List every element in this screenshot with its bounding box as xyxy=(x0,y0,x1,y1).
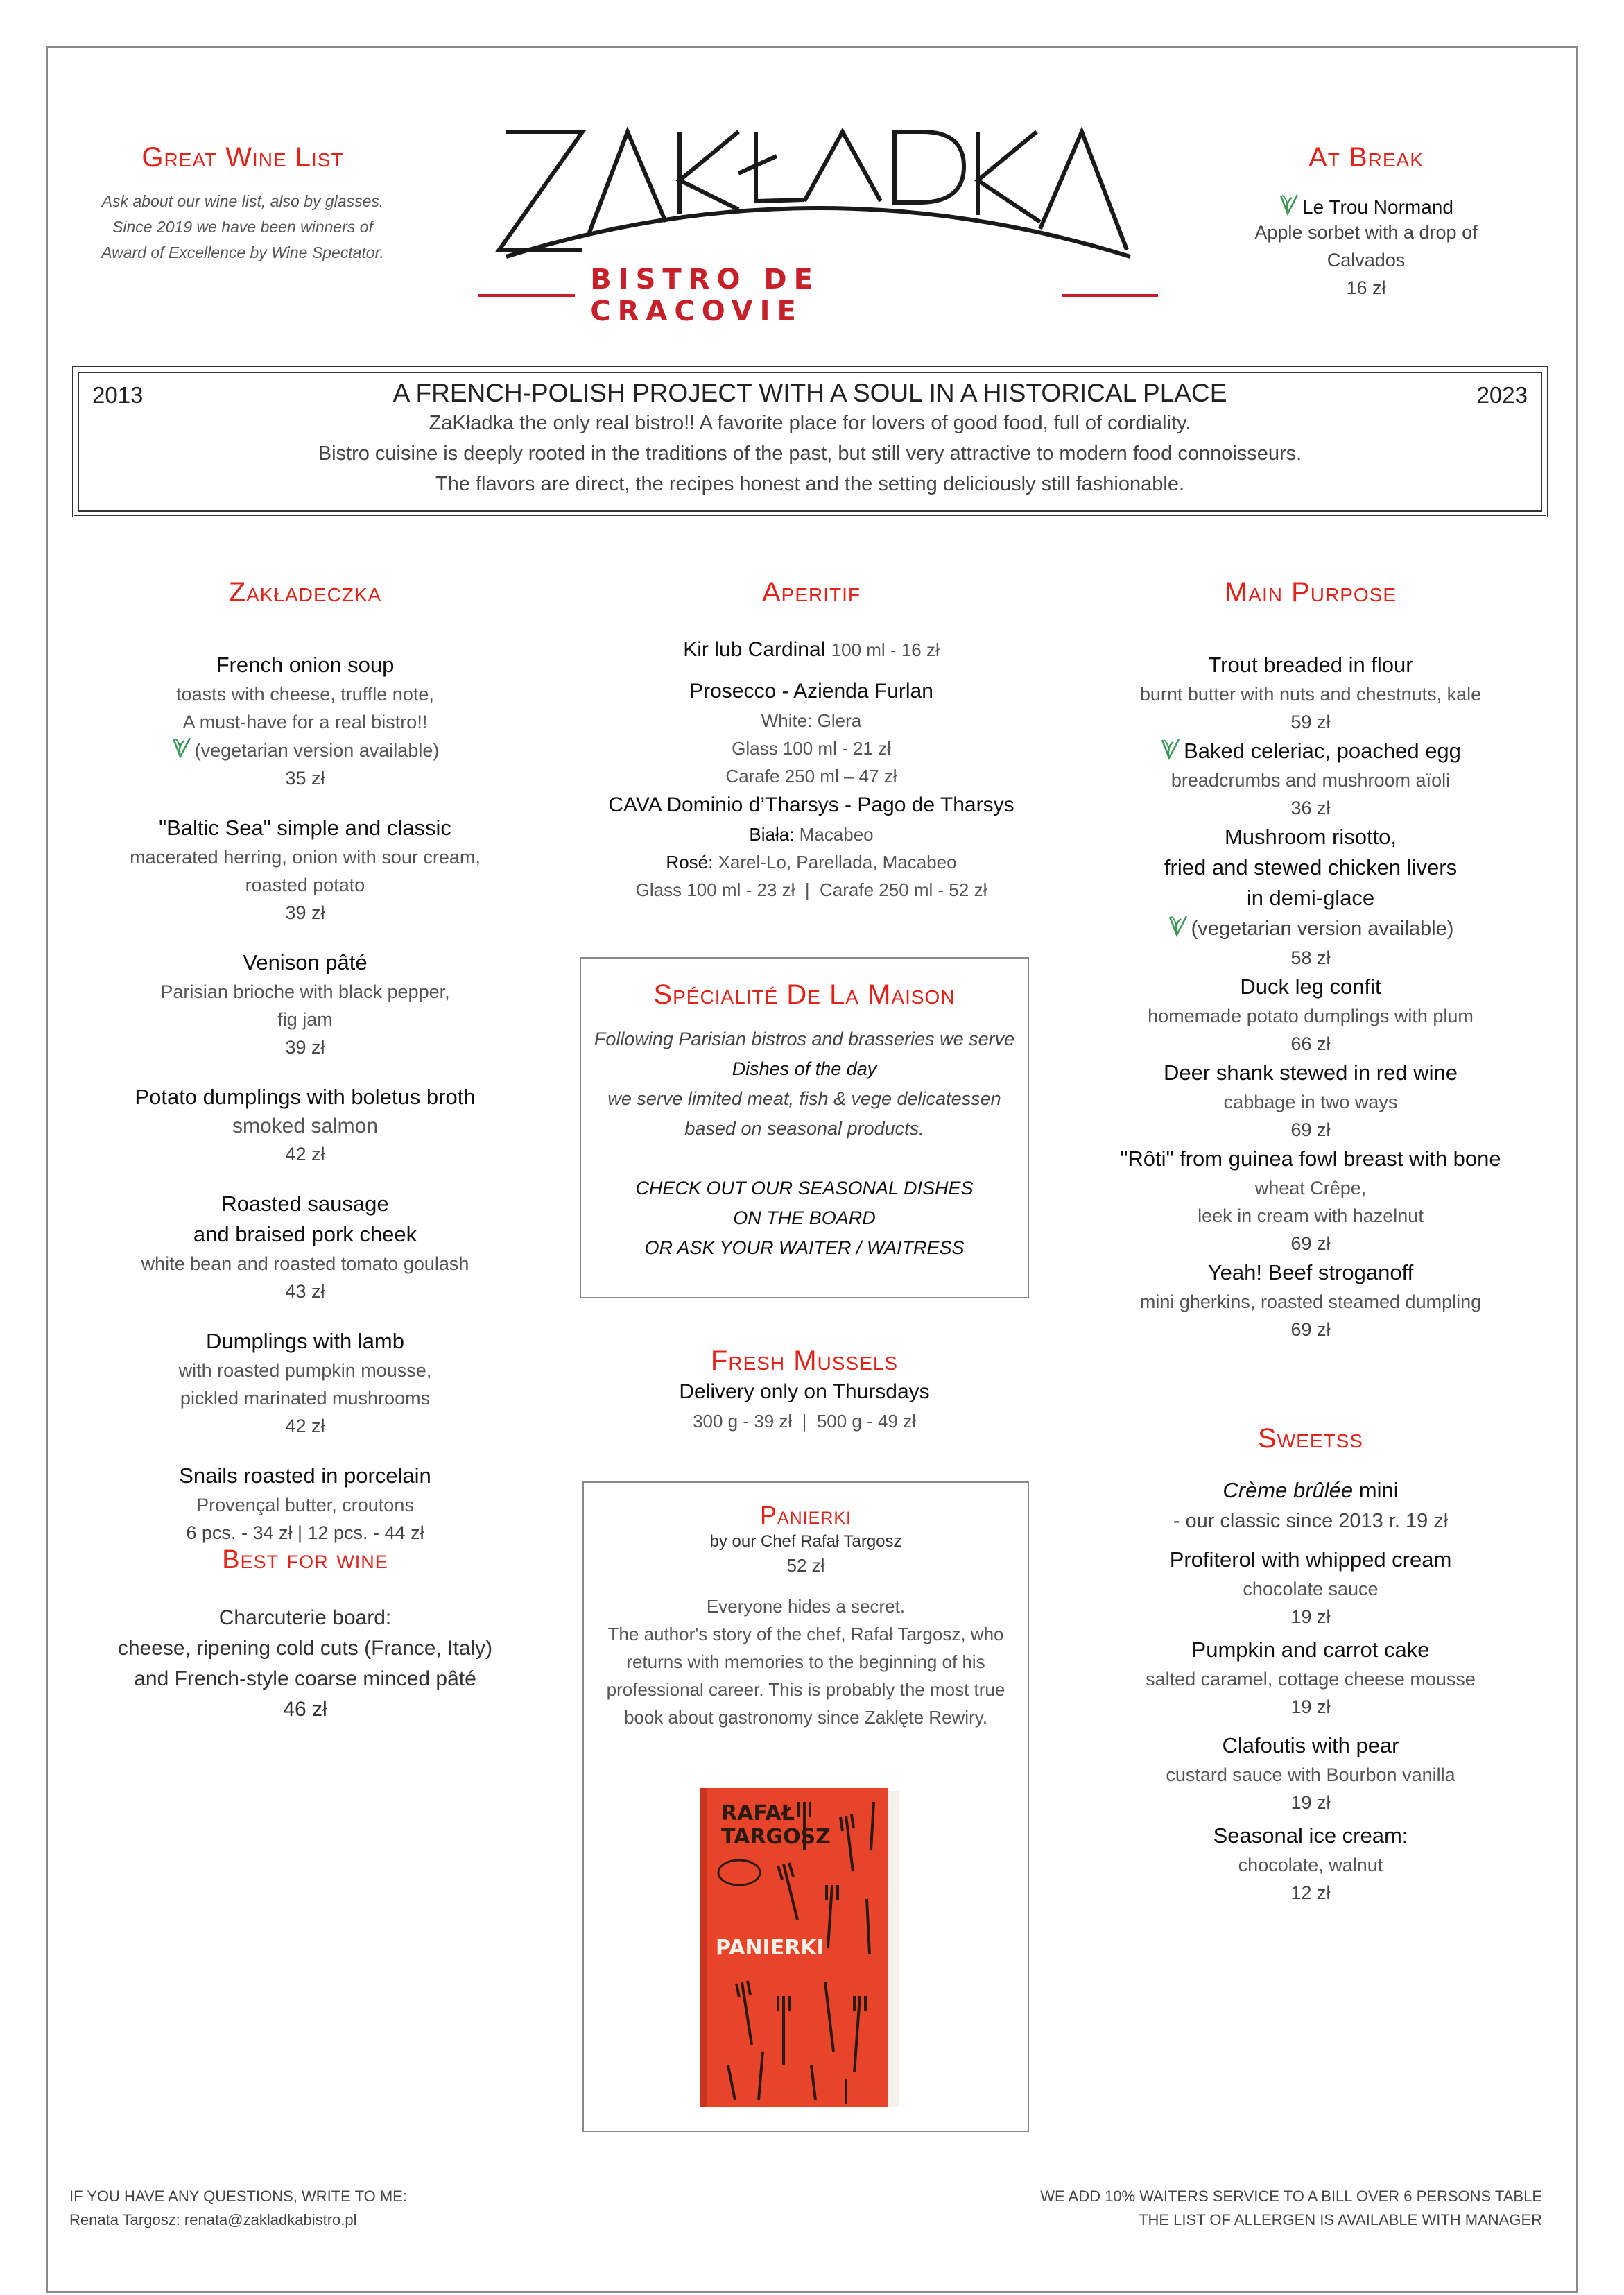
item-price: 36 zł xyxy=(1290,798,1331,818)
panierki-line: professional career. This is probably the most true xyxy=(606,1679,1005,1700)
special-cta: ON THE BOARD xyxy=(733,1207,876,1228)
special-line: we serve limited meat, fish & vege delicatessen xyxy=(607,1088,1001,1109)
item-price: 39 zł xyxy=(285,902,325,923)
item-desc: chocolate, walnut xyxy=(1238,1855,1383,1875)
item-desc: roasted potato xyxy=(245,875,365,895)
book-author-line: TARGOSZ xyxy=(721,1825,831,1849)
menu-item xyxy=(1096,650,1526,736)
item-desc: white bean and roasted tomato goulash xyxy=(141,1253,469,1274)
mussels-delivery: Delivery only on Thursdays xyxy=(679,1380,930,1403)
item-desc: chocolate sauce xyxy=(1243,1579,1379,1599)
special-line: Following Parisian bistros and brasseries we serve xyxy=(594,1029,1015,1049)
year-end: 2023 xyxy=(1476,382,1528,408)
menu-item xyxy=(1096,736,1526,822)
item-veg-note xyxy=(111,736,499,764)
item-name: and braised pork cheek xyxy=(193,1222,417,1246)
project-line: Bistro cuisine is deeply rooted in the traditions of the past, but still very attractive to modern food connoisseurs. xyxy=(318,442,1302,465)
aperitif-kir xyxy=(569,635,1054,665)
item-name: Potato dumplings with boletus broth xyxy=(135,1085,476,1109)
item-price: 69 zł xyxy=(1290,1119,1331,1140)
item-name: Baked celeriac, poached egg xyxy=(1184,739,1461,763)
item-name: "Rôti" from guinea fowl breast with bone xyxy=(1120,1146,1501,1171)
cava-name: CAVA Dominio d’Tharsys - Pago de Tharsys xyxy=(608,793,1014,816)
item-desc: burnt butter with nuts and chestnuts, kale xyxy=(1139,684,1482,705)
best-for-wine-section xyxy=(111,1545,499,1725)
item-price: 19 zł xyxy=(1290,1606,1331,1627)
menu-item xyxy=(111,813,499,927)
menu-item xyxy=(1096,1545,1526,1631)
cava-rose-grapes: Xarel-Lo, Parellada, Macabeo xyxy=(718,852,957,873)
special-cta: OR ASK YOUR WAITER / WAITRESS xyxy=(644,1237,965,1258)
at-break-price: 16 zł xyxy=(1346,277,1386,298)
menu-item xyxy=(111,1326,499,1440)
vegetarian-icon xyxy=(1160,737,1181,761)
best-line: and French-style coarse minced pâté xyxy=(134,1667,476,1690)
kir-detail: 100 ml - 16 zł xyxy=(831,639,940,660)
footer-line: THE LIST OF ALLERGEN IS AVAILABLE WITH MANAGER xyxy=(1139,2211,1542,2228)
item-desc: breadcrumbs and mushroom aïoli xyxy=(1171,770,1451,791)
prosecco-line: White: Glera xyxy=(761,710,862,731)
menu-item xyxy=(1096,1635,1526,1721)
item-name xyxy=(1096,1475,1526,1506)
item-name: Seasonal ice cream: xyxy=(1213,1823,1408,1848)
menu-item xyxy=(1096,972,1526,1058)
wine-line: Since 2019 we have been winners of xyxy=(112,218,373,236)
item-name: Trout breaded in flour xyxy=(1208,653,1413,677)
main-purpose-title: Main Purpose xyxy=(1224,577,1397,608)
panierki-line: book about gastronomy since Zaklęte Rewiry. xyxy=(623,1707,988,1728)
item-name: Dumplings with lamb xyxy=(206,1329,404,1353)
sweets-title: Sweetss xyxy=(1258,1423,1363,1454)
cava-prices: Glass 100 ml - 23 zł | Carafe 250 ml - 52 zł xyxy=(635,879,987,900)
item-desc: macerated herring, onion with sour cream, xyxy=(130,847,481,868)
book-title: PANIERKI xyxy=(716,1936,824,1960)
item-desc: fig jam xyxy=(277,1009,333,1030)
special-cta: CHECK OUT OUR SEASONAL DISHES xyxy=(635,1178,974,1198)
menu-item xyxy=(1096,1730,1526,1816)
vegetarian-icon xyxy=(1168,914,1189,938)
kir-name: Kir lub Cardinal xyxy=(683,638,826,661)
item-price: 19 zł xyxy=(1290,1696,1331,1717)
item-price: 58 zł xyxy=(1290,947,1331,968)
item-desc: smoked salmon xyxy=(232,1115,379,1137)
item-name: "Baltic Sea" simple and classic xyxy=(159,816,451,840)
panierki-line: returns with memories to the beginning of his xyxy=(626,1651,985,1672)
panierki-title: Panierki xyxy=(759,1501,852,1529)
menu-item xyxy=(1096,1144,1526,1257)
item-price: 69 zł xyxy=(1290,1319,1331,1340)
cava-white-label: Biała: xyxy=(749,824,795,845)
best-line: Charcuterie board: xyxy=(218,1606,392,1629)
at-break-desc: Apple sorbet with a drop of Calvados xyxy=(1254,222,1478,270)
menu-item xyxy=(1096,1058,1526,1144)
vegetarian-icon xyxy=(1279,193,1299,216)
item-name: Clafoutis with pear xyxy=(1222,1733,1399,1757)
item-price: 12 zł xyxy=(1290,1882,1331,1903)
prosecco-line: Carafe 250 ml – 47 zł xyxy=(725,766,897,787)
best-price: 46 zł xyxy=(283,1698,327,1721)
main-purpose-section xyxy=(1096,577,1526,1343)
item-name: Pumpkin and carrot cake xyxy=(1191,1638,1430,1662)
project-line: The flavors are direct, the recipes honest and the setting deliciously still fashionable. xyxy=(435,473,1185,495)
prosecco-line: Glass 100 ml - 21 zł xyxy=(732,738,891,759)
panierki-line: The author's story of the chef, Rafał Targosz, who xyxy=(607,1624,1004,1644)
panierki-author: by our Chef Rafał Targosz xyxy=(709,1532,902,1551)
tagline-rule-right xyxy=(1062,294,1158,297)
cava-rose-label: Rosé: xyxy=(666,852,714,873)
panierki-price: 52 zł xyxy=(786,1555,825,1576)
item-name: Mushroom risotto, xyxy=(1224,825,1397,849)
item-name-rest: mini xyxy=(1353,1478,1399,1502)
item-desc: wheat Crêpe, xyxy=(1254,1178,1367,1198)
menu-item xyxy=(111,1189,499,1305)
menu-item xyxy=(1096,1821,1526,1907)
wine-list-text xyxy=(90,189,395,266)
wine-list-title: Great Wine List xyxy=(141,142,344,173)
item-desc: - our classic since 2013 r. 19 zł xyxy=(1173,1510,1449,1532)
item-desc: with roasted pumpkin mousse, xyxy=(178,1360,432,1381)
item-price: 59 zł xyxy=(1290,712,1331,732)
item-name: Deer shank stewed in red wine xyxy=(1164,1060,1458,1085)
footer-line: WE ADD 10% WAITERS SERVICE TO A BILL OVER 6 PERSONS TABLE xyxy=(1040,2187,1542,2205)
cava-white-grapes: Macabeo xyxy=(799,824,874,845)
menu-item xyxy=(111,947,499,1061)
menu-item xyxy=(1096,1257,1526,1343)
item-desc: mini gherkins, roasted steamed dumpling xyxy=(1139,1291,1482,1312)
item-price: 42 zł xyxy=(285,1144,325,1164)
veg-note-text: (vegetarian version available) xyxy=(1191,918,1454,940)
item-desc: pickled marinated mushrooms xyxy=(180,1388,431,1409)
item-price: 42 zł xyxy=(285,1416,325,1436)
dishes-of-the-day: Dishes of the day xyxy=(732,1058,877,1079)
at-break-block xyxy=(1213,142,1519,302)
item-name: Roasted sausage xyxy=(221,1192,389,1216)
best-line: cheese, ripening cold cuts (France, Italy) xyxy=(117,1637,493,1660)
panierki-text xyxy=(584,1592,1028,1731)
item-price: 35 zł xyxy=(285,768,325,789)
wine-line: Award of Excellence by Wine Spectator. xyxy=(101,243,384,261)
at-break-title: At Break xyxy=(1308,142,1424,173)
item-desc: leek in cream with hazelnut xyxy=(1198,1205,1424,1226)
fresh-mussels-title: Fresh Mussels xyxy=(710,1346,899,1376)
footer-contact xyxy=(69,2185,407,2232)
item-name: fried and stewed chicken livers xyxy=(1164,855,1458,879)
project-title: A FRENCH-POLISH PROJECT WITH A SOUL IN A HISTORICAL PLACE xyxy=(392,379,1227,407)
item-desc: A must-have for a real bistro!! xyxy=(182,712,428,732)
footer-line: IF YOU HAVE ANY QUESTIONS, WRITE TO ME: xyxy=(69,2187,407,2205)
item-veg-note xyxy=(1096,913,1526,944)
cava-rose xyxy=(569,848,1054,876)
item-price: 6 pcs. - 34 zł | 12 pcs. - 44 zł xyxy=(186,1522,424,1543)
item-price: 39 zł xyxy=(285,1037,325,1058)
item-name: Snails roasted in porcelain xyxy=(179,1463,431,1488)
best-for-wine-title: Best for wine xyxy=(222,1545,388,1574)
item-name: Venison pâté xyxy=(243,950,368,974)
item-name: French onion soup xyxy=(216,653,395,677)
fresh-mussels-section xyxy=(580,1346,1029,1435)
cava-white xyxy=(569,820,1054,848)
footer-notes xyxy=(1040,2185,1542,2232)
mussels-prices: 300 g - 39 zł | 500 g - 49 zł xyxy=(693,1411,916,1432)
year-start: 2013 xyxy=(92,382,144,408)
item-name: Profiterol with whipped cream xyxy=(1169,1547,1452,1572)
project-box xyxy=(72,366,1548,517)
panierki-line: Everyone hides a secret. xyxy=(706,1596,906,1617)
item-desc: Provençal butter, croutons xyxy=(196,1495,414,1515)
panierki-book-cover xyxy=(700,1788,901,2110)
project-line: ZaKładka the only real bistro!! A favorite place for lovers of good food, full of cordiality. xyxy=(429,412,1191,434)
item-price: 43 zł xyxy=(285,1281,325,1302)
item-desc: cabbage in two ways xyxy=(1223,1092,1398,1112)
logo-tagline-text: BISTRO DE CRACOVIE xyxy=(590,264,820,327)
item-price: 19 zł xyxy=(1290,1792,1331,1813)
item-price: 69 zł xyxy=(1290,1233,1331,1254)
item-desc: toasts with cheese, truffle note, xyxy=(176,684,434,705)
menu-item xyxy=(111,1082,499,1168)
item-name: Duck leg confit xyxy=(1240,974,1381,999)
sweets-section xyxy=(1096,1423,1526,1907)
zakladeczka-section xyxy=(111,577,499,1547)
footer-email[interactable]: Renata Targosz: renata@zakladkabistro.pl xyxy=(69,2211,357,2228)
aperitif-title: Aperitif xyxy=(761,577,861,608)
item-price: 66 zł xyxy=(1290,1033,1331,1054)
item-name-row xyxy=(1096,736,1526,766)
veg-note-text: (vegetarian version available) xyxy=(194,740,440,761)
item-name-italic: Crème brûlée xyxy=(1223,1478,1354,1502)
specialite-title: Spécialité De La Maison xyxy=(653,979,956,1010)
item-name: in demi-glace xyxy=(1246,886,1375,910)
menu-item xyxy=(1096,822,1526,972)
item-desc: salted caramel, cottage cheese mousse xyxy=(1146,1669,1476,1690)
logo-tagline xyxy=(478,264,1158,327)
item-name: Yeah! Beef stroganoff xyxy=(1207,1260,1414,1284)
tagline-rule-left xyxy=(478,294,575,297)
at-break-item xyxy=(1213,193,1519,218)
menu-item xyxy=(1096,1475,1526,1536)
item-desc: Parisian brioche with black pepper, xyxy=(160,981,450,1002)
item-desc: custard sauce with Bourbon vanilla xyxy=(1166,1764,1455,1785)
zakladeczka-title: Zakładeczka xyxy=(228,577,382,608)
aperitif-section xyxy=(569,577,1054,904)
prosecco-name: Prosecco - Azienda Furlan xyxy=(689,680,933,703)
specialite-box xyxy=(580,957,1029,1298)
wine-list-block xyxy=(90,142,395,266)
book-author-line: RAFAŁ xyxy=(721,1801,795,1825)
special-line: based on seasonal products. xyxy=(684,1118,924,1139)
wine-line: Ask about our wine list, also by glasses. xyxy=(101,192,384,210)
menu-item xyxy=(111,1461,499,1547)
at-break-item-name: Le Trou Normand xyxy=(1302,196,1453,218)
vegetarian-icon xyxy=(171,736,192,759)
menu-item xyxy=(111,650,499,792)
item-desc: homemade potato dumplings with plum xyxy=(1148,1006,1474,1026)
